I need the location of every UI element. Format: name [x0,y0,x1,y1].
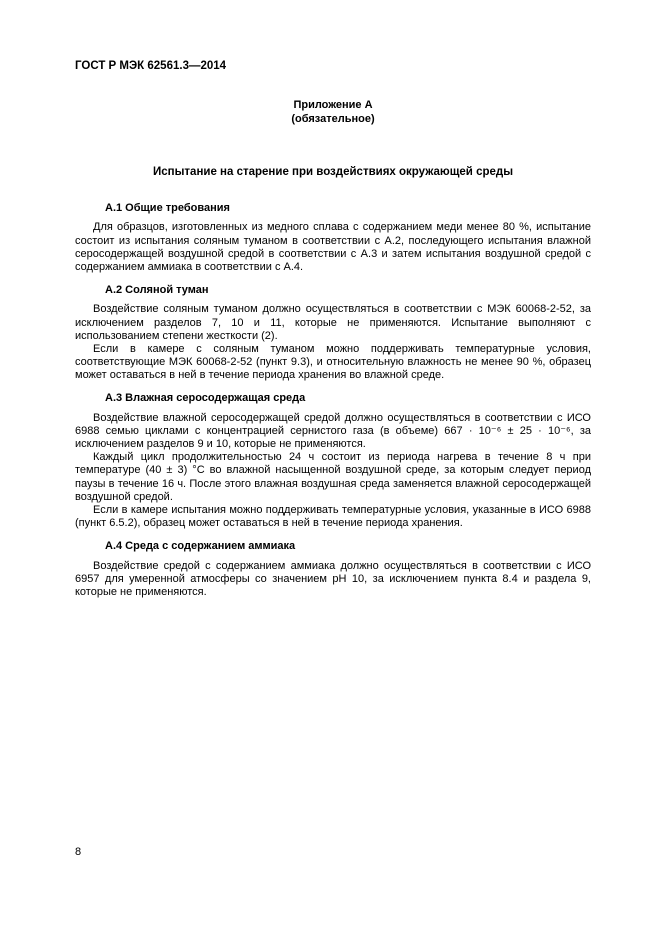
annex-block [75,98,591,127]
paragraph: Если в камере с соляным туманом можно поддерживать температурные условия, соответствующие МЭК 60068-2-52 (пункт 9.3), и относительную влажность не менее 90 %, образец может оставаться в ней в течение периода хранения во влажной среде. [75,342,591,382]
paragraph: Каждый цикл продолжительностью 24 ч состоит из периода нагрева в течение 8 ч при температуре (40 ± 3) °С во влажной насыщенной воздушной среде, за которым следует период паузы в течение 16 ч. После этого влажная воздушная среда заменяется влажной серосодержащей воздушной средой. [75,451,591,503]
annex-label: Приложение А [293,98,373,111]
document-body [75,202,591,599]
paragraph: Воздействие средой с содержанием аммиака должно осуществляться в соответствии с ИСО 6957 для умеренной атмосферы со значением рН 10, за исключением пункта 8.4 и раздела 9, которые не применяются. [75,559,591,598]
paragraph: Для образцов, изготовленных из медного сплава с содержанием меди менее 80 %, испытание состоит из испытания соляным туманом в соответствии с А.2, последующего испытания влажной серосодержащей воздушной средой в соответствии с А.3 и затем испытания воздушной средой с содержанием аммиака в соответствии с А.4. [75,221,591,273]
section-heading-a4: А.4 Среда с содержанием аммиака [105,540,296,553]
section-heading-a3: А.3 Влажная серосодержащая среда [105,392,306,405]
annex-type: (обязательное) [291,113,375,126]
document-header: ГОСТ Р МЭК 62561.3—2014 [75,60,227,72]
page-number: 8 [75,846,82,858]
paragraph: Воздействие соляным туманом должно осуществляться в соответствии с МЭК 60068-2-52, за исключением разделов 7, 10 и 11, которые не применяются. Испытание выполняют с использованием степени жесткости (2). [75,303,591,342]
annex-title: Испытание на старение при воздействиях окружающей среды [152,166,514,179]
section-heading-a2: А.2 Соляной туман [105,284,209,297]
paragraph: Воздействие влажной серосодержащей средой должно осуществляться в соответствии с ИСО 6988 семью циклами с концентрацией сернистого газа (в объеме) 667 · 10⁻⁶ ± 25 · 10⁻⁶, за исключением разделов 9 и 10, которые не применяются. [75,411,591,450]
paragraph: Если в камере испытания можно поддерживать температурные условия, указанные в ИСО 6988 (пункт 6.5.2), образец может оставаться в ней в течение периода хранения. [75,503,591,530]
section-heading-a1: А.1 Общие требования [105,202,230,215]
